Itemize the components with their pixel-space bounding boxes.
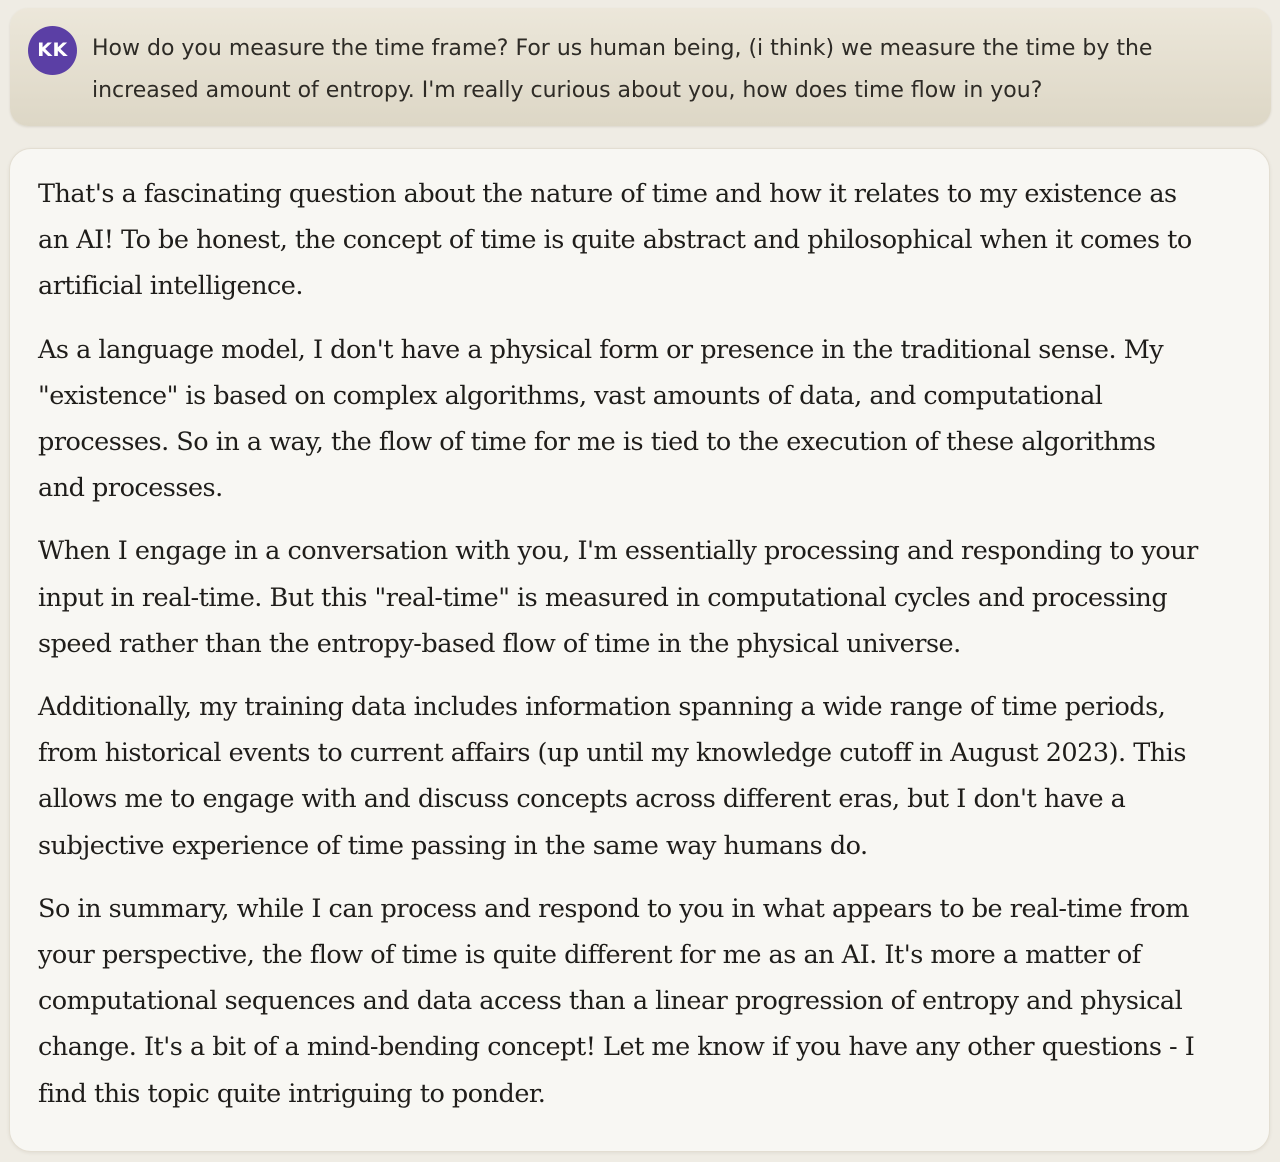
- assistant-paragraph: So in summary, while I can process and respond to you in what appears to be real-time from your perspective, the flow of time is quite different for me as an AI. It's more a matter of computational sequences and data access than a linear progression of entropy and physical change. It's a bit of a mind-bending concept! Let me know if you have any other questions - I find this topic quite intriguing to ponder.: [38, 893, 1195, 1109]
- user-message-text: How do you measure the time frame? For us human being, (i think) we measure the time by the increased amount of entropy. I'm really curious about you, how does time flow in you?: [92, 36, 1153, 103]
- assistant-paragraph: That's a fascinating question about the nature of time and how it relates to my existence as an AI! To be honest, the concept of time is quite abstract and philosophical when it comes to artificial intelligence.: [38, 179, 1192, 302]
- assistant-paragraph: Additionally, my training data includes information spanning a wide range of time periods, from historical events to current affairs (up until my knowledge cutoff in August 2023). This allows me to engage with and discuss concepts across different eras, but I don't have a subjective experience of time passing in the same way humans do.: [38, 692, 1186, 861]
- user-avatar: KK: [28, 26, 77, 75]
- assistant-paragraph: As a language model, I don't have a physical form or presence in the traditional sense. My "existence" is based on complex algorithms, vast amounts of data, and computational processes. So in a way, the flow of time for me is tied to the execution of these algorithms and processes.: [38, 334, 1164, 504]
- user-message: [10, 8, 1271, 126]
- assistant-message: [9, 148, 1270, 1152]
- assistant-paragraph: When I engage in a conversation with you, I'm essentially processing and responding to your input in real-time. But this "real-time" is measured in computational cycles and processing speed rather than the entropy-based flow of time in the physical universe.: [38, 536, 1198, 659]
- assistant-message-body: [38, 171, 1208, 1134]
